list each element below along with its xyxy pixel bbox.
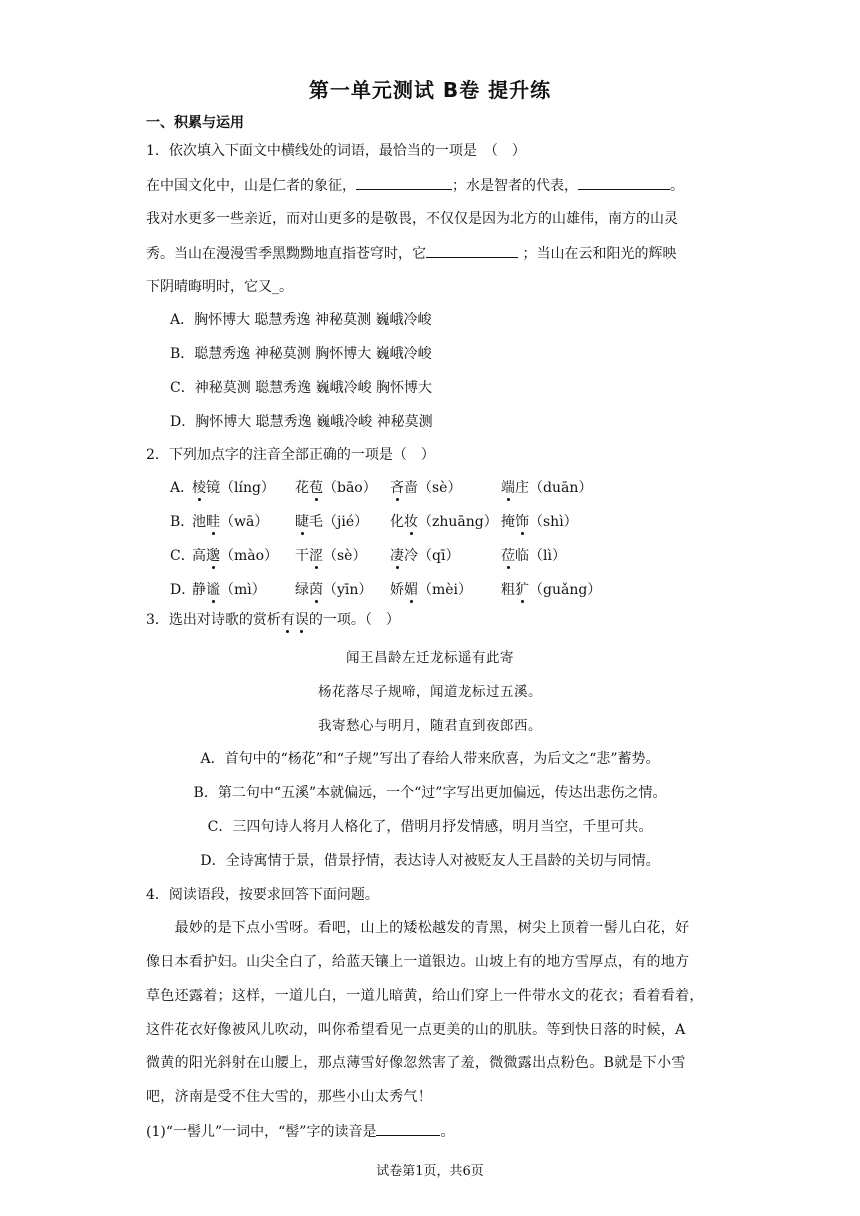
question-1-option-a[interactable]: A．胸怀博大 聪慧秀逸 神秘莫测 巍峨冷峻 <box>170 312 432 328</box>
question-3-option-d[interactable]: D．全诗寓情于景，借景抒情，表达诗人对被贬友人王昌龄的关切与同情。 <box>200 853 660 869</box>
question-2-option-label[interactable]: D． <box>170 582 196 598</box>
question-2-word: 莅临（lì） <box>501 548 566 564</box>
dotted-character: 妆 <box>404 514 418 530</box>
question-2-option-label[interactable]: B． <box>170 514 195 530</box>
question-2-option-label[interactable]: C． <box>170 548 195 564</box>
question-3-option-c[interactable]: C．三四句诗人将月人格化了，借明月抒发情感，明月当空，千里可共。 <box>207 819 653 835</box>
page-footer: 试卷第1页，共6页 <box>376 1164 484 1179</box>
dotted-character: 媚 <box>404 582 418 598</box>
dotted-character: 苞 <box>309 480 323 496</box>
poem-line: 我寄愁心与明月，随君直到夜郎西。 <box>318 718 542 734</box>
answer-blank[interactable] <box>356 175 452 190</box>
question-3-stem: 3．选出对诗歌的赏析有误的一项。（ ） <box>146 612 400 628</box>
question-1-option-b[interactable]: B．聪慧秀逸 神秘莫测 胸怀博大 巍峨冷峻 <box>170 346 432 362</box>
question-2-word: 睫毛（jié） <box>295 514 369 530</box>
question-2-word: 端庄（duān） <box>501 480 593 496</box>
dotted-character: 谧 <box>206 582 220 598</box>
question-1-text-line: 下阴晴晦明时，它又_。 <box>146 279 293 295</box>
dotted-character: 凄 <box>390 548 404 564</box>
passage-line: 微黄的阳光斜射在山腰上，那点薄雪好像忽然害了羞，微微露出点粉色。B就是下小雪 <box>146 1055 686 1071</box>
dotted-character: 饰 <box>515 514 529 530</box>
dotted-character: 茵 <box>309 582 323 598</box>
question-1-text-line: 我对水更多一些亲近，而对山更多的是敬畏，不仅仅是因为北方的山雄伟，南方的山灵 <box>146 211 678 227</box>
question-2-word: 棱镜（líng） <box>192 480 275 496</box>
question-4-stem: 4．阅读语段，按要求回答下面问题。 <box>146 887 379 903</box>
question-2-word: 静谧（mì） <box>192 582 266 598</box>
passage-line: 草色还露着；这样，一道儿白，一道儿暗黄，给山们穿上一件带水文的花衣；看着看着， <box>146 988 704 1004</box>
dotted-character: 吝 <box>390 480 404 496</box>
question-2-word: 池畦（wā） <box>192 514 269 530</box>
question-3-option-a[interactable]: A．首句中的“杨花”和“子规”写出了春给人带来欣喜，为后文之“悲”蓄势。 <box>200 751 660 767</box>
answer-blank[interactable] <box>426 243 518 258</box>
question-4-sub-1: (1)“一髻儿”一词中，“髻”字的读音是 。 <box>146 1121 454 1142</box>
question-2-word: 花苞（bāo） <box>295 480 377 496</box>
question-1-option-d[interactable]: D．胸怀博大 聪慧秀逸 巍峨冷峻 神秘莫测 <box>170 414 433 430</box>
page-title: 第一单元测试 B卷 提升练 <box>308 78 552 102</box>
question-2-word: 吝啬（sè） <box>390 480 462 496</box>
question-1-text-line: 在中国文化中，山是仁者的象征， ；水是智者的代表， 。 <box>146 175 718 196</box>
question-2-word: 凄冷（qī） <box>390 548 460 564</box>
passage-line: 这件花衣好像被风儿吹动，叫你希望看见一点更美的山的肌肤。等到快日落的时候，A <box>146 1022 686 1038</box>
section-heading: 一、积累与运用 <box>146 115 244 131</box>
question-2-word: 粗犷（guǎng） <box>501 582 602 598</box>
question-2-word: 高邈（mào） <box>192 548 279 564</box>
passage-line: 最妙的是下点小雪呀。看吧，山上的矮松越发的青黑，树尖上顶着一髻儿白花，好 <box>146 920 690 936</box>
answer-blank[interactable] <box>578 175 670 190</box>
question-2-word: 化妆（zhuāng） <box>390 514 498 530</box>
question-2-word: 绿茵（yīn） <box>295 582 373 598</box>
question-2-word: 掩饰（shì） <box>501 514 578 530</box>
dotted-character: 莅 <box>501 548 515 564</box>
question-3-option-b[interactable]: B．第二句中“五溪”本就偏远，一个“过”字写出更加偏远，传达出悲伤之情。 <box>193 785 667 801</box>
dotted-character: 畦 <box>206 514 220 530</box>
question-1-text-line: 秀。当山在漫漫雪季黑黝黝地直指苍穹时，它 ；当山在云和阳光的辉映 <box>146 243 718 264</box>
dotted-character: 棱 <box>192 480 206 496</box>
question-2-option-label[interactable]: A． <box>170 480 195 496</box>
passage-line: 吧，济南是受不住大雪的，那些小山太秀气！ <box>146 1089 432 1105</box>
question-1-option-c[interactable]: C．神秘莫测 聪慧秀逸 巍峨冷峻 胸怀博大 <box>170 380 433 396</box>
dotted-character: 邈 <box>206 548 220 564</box>
passage-line: 像日本看护妇。山尖全白了，给蓝天镶上一道银边。山坡上有的地方雪厚点，有的地方 <box>146 954 690 970</box>
dotted-character: 犷 <box>515 582 529 598</box>
answer-blank[interactable] <box>376 1121 440 1136</box>
question-2-word: 娇媚（mèi） <box>390 582 473 598</box>
dotted-character: 睫 <box>295 514 309 530</box>
question-2-word: 干涩（sè） <box>295 548 367 564</box>
question-1-stem: 1．依次填入下面文中横线处的词语，最恰当的一项是 （ ） <box>146 143 526 159</box>
dotted-character: 端 <box>501 480 515 496</box>
question-2-stem: 2．下列加点字的注音全部正确的一项是（ ） <box>146 447 435 463</box>
dotted-character: 涩 <box>309 548 323 564</box>
poem-title: 闻王昌龄左迁龙标遥有此寄 <box>346 650 514 666</box>
poem-line: 杨花落尽子规啼，闻道龙标过五溪。 <box>318 684 542 700</box>
